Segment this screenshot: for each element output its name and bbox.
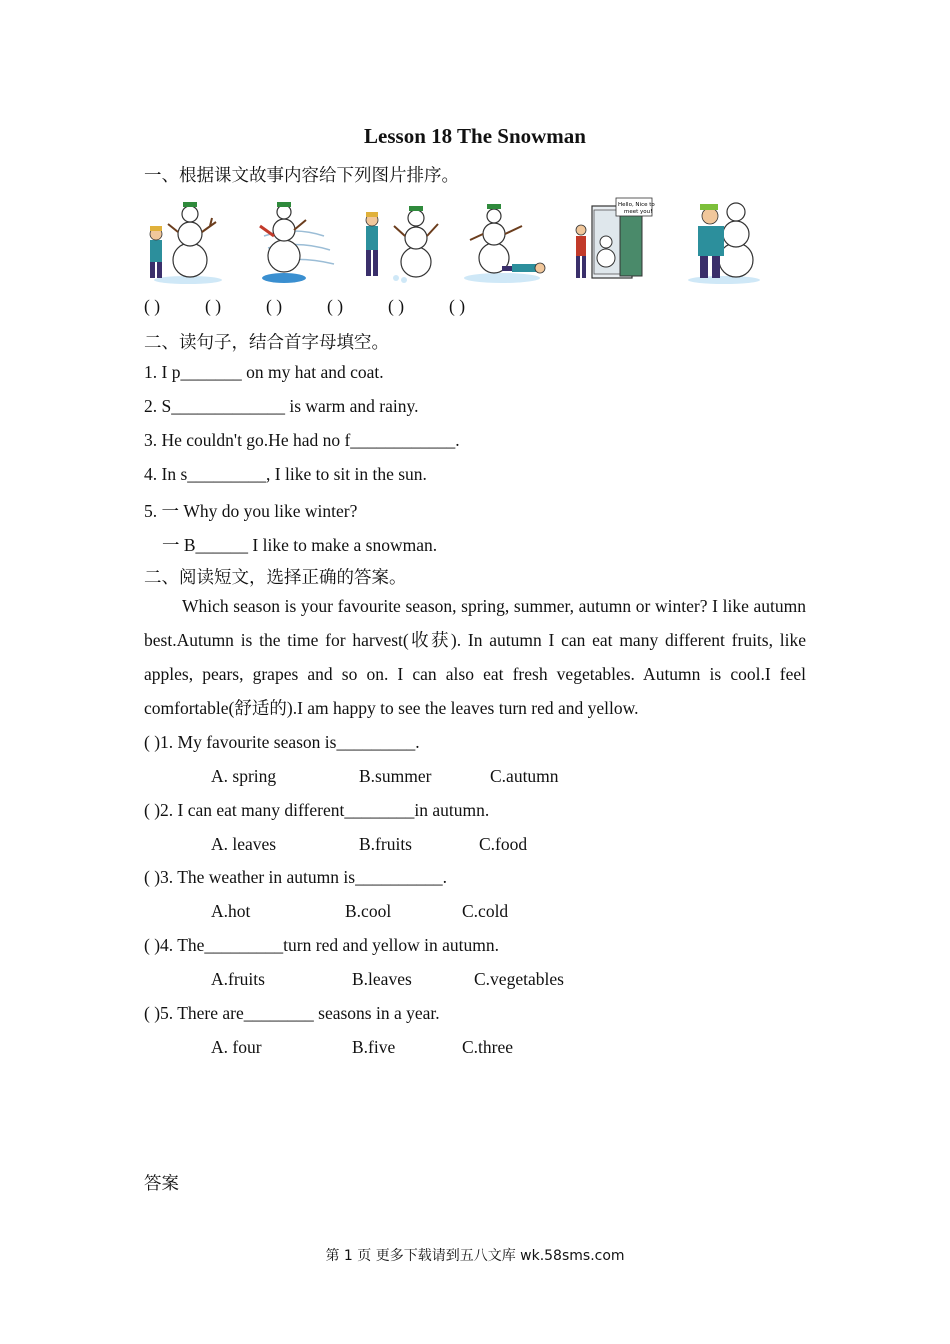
question-2: ( )2. I can eat many different________in autumn. — [144, 800, 490, 820]
picture-3 — [358, 196, 444, 286]
q3-option-c: C.cold — [462, 901, 509, 921]
picture-2 — [254, 196, 340, 286]
sign-text-1: Hello, Nice to — [618, 202, 655, 208]
q4-option-c: C.vegetables — [474, 969, 564, 989]
q2-option-c: C.food — [479, 834, 528, 854]
picture-6 — [680, 196, 766, 286]
question-5: ( )5. There are________ seasons in a year. — [144, 1003, 440, 1023]
picture-5 — [572, 196, 658, 286]
question-4: ( )4. The_________turn red and yellow in autumn. — [144, 935, 499, 955]
fill-item-4: 4. In s_________, I like to sit in the sun. — [144, 464, 427, 484]
fill-item-3: 3. He couldn't go.He had no f____________. — [144, 430, 460, 450]
q1-option-c: C.autumn — [490, 766, 559, 786]
picture-4 — [462, 196, 548, 286]
q5-option-a: A. four — [211, 1037, 262, 1057]
page-footer: 第 1 页 更多下载请到五八文库 wk.58sms.com — [325, 1248, 625, 1264]
picture-order-brackets — [144, 296, 564, 317]
order-blank-5[interactable]: ( ) — [388, 296, 405, 316]
q5-option-b: B.five — [352, 1037, 396, 1057]
q3-option-a: A.hot — [211, 901, 251, 921]
section2-heading: 二、读句子，结合首字母填空。 — [144, 332, 389, 352]
fill-item-2: 2. S_____________ is warm and rainy. — [144, 396, 419, 416]
q3-option-b: B.cool — [345, 901, 392, 921]
q5-option-c: C.three — [462, 1037, 514, 1057]
order-blank-6[interactable]: ( ) — [449, 296, 466, 316]
q4-option-a: A.fruits — [211, 969, 265, 989]
q1-option-a: A. spring — [211, 766, 277, 786]
order-blank-3[interactable]: ( ) — [266, 296, 283, 316]
fill-item-5: 5. 一 Why do you like winter? — [144, 501, 358, 521]
fill-item-1: 1. I p_______ on my hat and coat. — [144, 362, 384, 382]
section3-heading: 二、阅读短文，选择正确的答案。 — [144, 567, 407, 587]
question-3: ( )3. The weather in autumn is__________. — [144, 867, 447, 887]
answer-heading: 答案 — [144, 1173, 179, 1193]
fill-item-5-answer: 一 B______ I like to make a snowman. — [162, 535, 438, 555]
q2-option-b: B.fruits — [359, 834, 412, 854]
section1-heading: 一、根据课文故事内容给下列图片排序。 — [144, 165, 459, 185]
page-title: Lesson 18 The Snowman — [364, 124, 586, 148]
picture-row — [140, 196, 780, 288]
sign-text-2: meet you! — [624, 209, 653, 215]
picture-1 — [140, 196, 226, 286]
question-1: ( )1. My favourite season is_________. — [144, 732, 420, 752]
q4-option-b: B.leaves — [352, 969, 412, 989]
q1-option-b: B.summer — [359, 766, 432, 786]
q2-option-a: A. leaves — [211, 834, 277, 854]
order-blank-1[interactable]: ( ) — [144, 296, 161, 316]
reading-passage: Which season is your favourite season, spring, summer, autumn or winter? I like autumn best.Autumn is the time for harvest(收获). In autumn I can eat many different fruits, like apples, pears, grapes and so on. I can also eat fresh vegetables. Autumn is cool.I feel comfortable(舒适的).I am happy to see the leaves turn red and yellow. — [144, 596, 806, 718]
order-blank-4[interactable]: ( ) — [327, 296, 344, 316]
order-blank-2[interactable]: ( ) — [205, 296, 222, 316]
